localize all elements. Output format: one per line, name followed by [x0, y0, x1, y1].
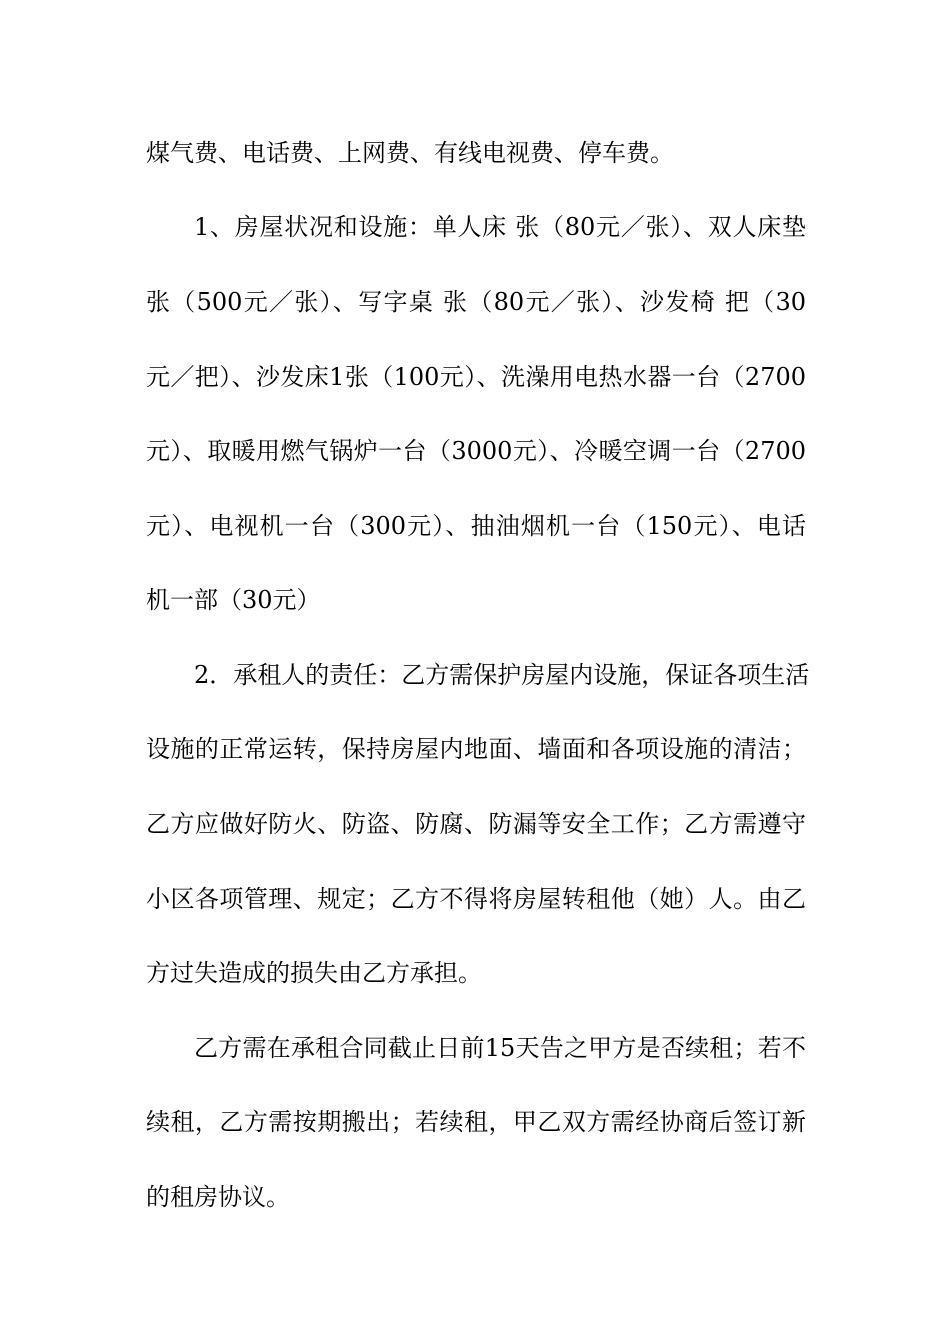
text-line-3: 张（500元／张）、写字桌 张（80元／张）、沙发椅 把（30 — [146, 288, 806, 316]
text-line-4: 元／把）、沙发床1张（100元）、洗澡用电热水器一台（2700 — [146, 363, 806, 391]
text-line-7: 机一部（30元） — [146, 586, 321, 614]
text-line-11: 小区各项管理、规定；乙方不得将房屋转租他（她）人。由乙 — [146, 885, 806, 913]
text-line-6: 元）、电视机一台（300元）、抽油烟机一台（150元）、电话 — [146, 512, 806, 540]
text-line-1: 煤气费、电话费、上网费、有线电视费、停车费。 — [146, 139, 674, 167]
text-line-13: 乙方需在承租合同截止日前15天告之甲方是否续租；若不 — [194, 1034, 806, 1062]
text-line-9: 设施的正常运转，保持房屋内地面、墙面和各项设施的清洁； — [146, 735, 806, 763]
text-line-14: 续租，乙方需按期搬出；若续租，甲乙双方需经协商后签订新 — [146, 1108, 806, 1136]
text-line-2: 1、房屋状况和设施：单人床 张（80元／张）、双人床垫 — [194, 213, 806, 241]
text-line-15: 的租房协议。 — [146, 1183, 290, 1211]
text-line-8: 2．承租人的责任：乙方需保护房屋内设施，保证各项生活 — [194, 661, 810, 689]
text-line-10: 乙方应做好防火、防盗、防腐、防漏等安全工作；乙方需遵守 — [146, 810, 806, 838]
text-line-5: 元）、取暖用燃气锅炉一台（3000元）、冷暖空调一台（2700 — [146, 437, 806, 465]
text-line-12: 方过失造成的损失由乙方承担。 — [146, 959, 482, 987]
